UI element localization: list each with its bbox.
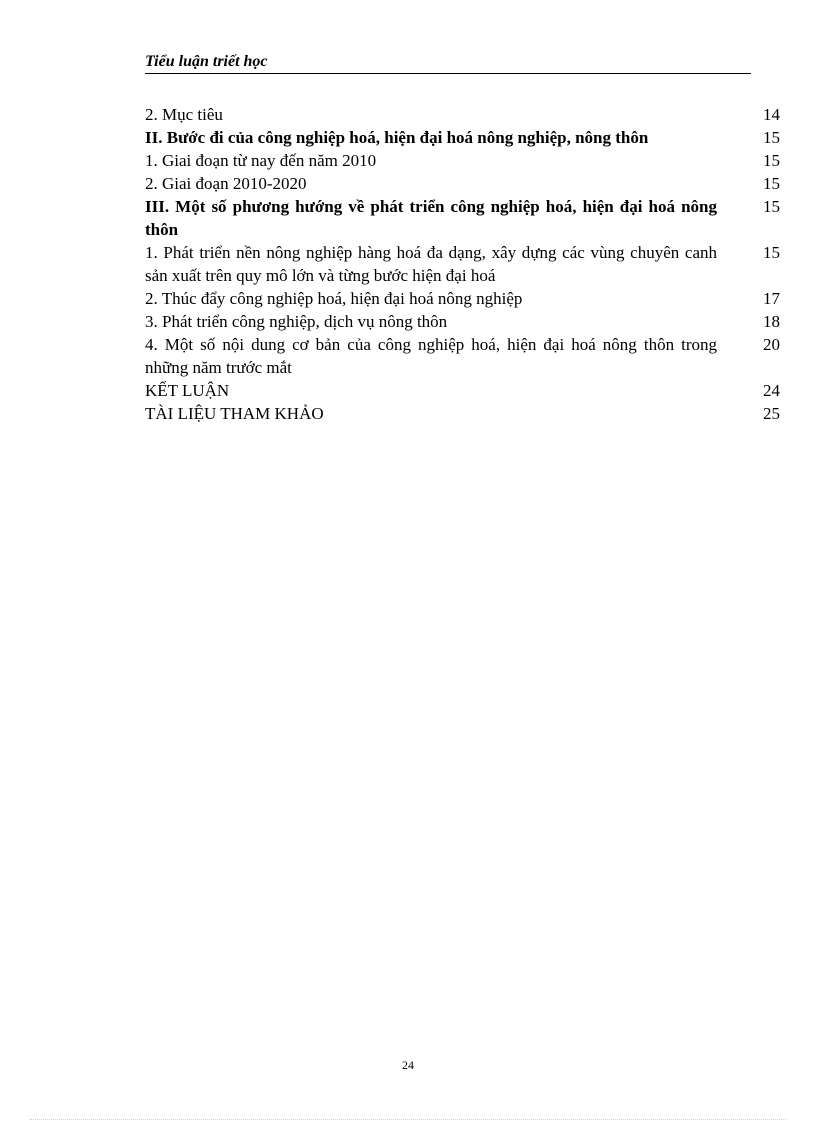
toc-entry[interactable] [145,172,780,195]
toc-entry-text: 2. Thúc đẩy công nghiệp hoá, hiện đại hoá nông nghiệp [145,289,523,308]
toc-entry[interactable] [145,241,780,287]
toc-entry-text: II. Bước đi của công nghiệp hoá, hiện đại hoá nông nghiệp, nông thôn [145,128,649,147]
table-of-contents [145,103,780,425]
toc-entry[interactable] [145,287,780,310]
toc-entry-text: 3. Phát triển công nghiệp, dịch vụ nông thôn [145,312,448,331]
toc-entry-page: 15 [763,243,780,262]
toc-entry-text: 1. Phát triển nền nông nghiệp hàng hoá đa dạng, xây dựng các vùng chuyên canh sản xuất trên quy mô lớn và từng bước hiện đại hoá [145,243,717,285]
toc-entry-text: KẾT LUẬN [145,381,230,400]
toc-entry-text: III. Một số phương hướng về phát triển công nghiệp hoá, hiện đại hoá nông thôn [145,197,717,239]
page-number: 24 [402,1058,414,1072]
toc-entry[interactable] [145,103,780,126]
toc-entry-text: 2. Mục tiêu [145,105,223,124]
toc-entry-page: 14 [763,105,780,124]
toc-entry-text: 2. Giai đoạn 2010-2020 [145,174,307,193]
toc-entry-page: 18 [763,312,780,331]
toc-entry-page: 15 [763,151,780,170]
toc-entry-text: 1. Giai đoạn từ nay đến năm 2010 [145,151,377,170]
toc-entry[interactable] [145,333,780,379]
toc-entry-page: 24 [763,381,780,400]
toc-entry-text: TÀI LIỆU THAM KHẢO [145,404,324,423]
toc-entry-page: 15 [763,197,780,216]
toc-entry-page: 15 [763,128,780,147]
page-header [145,53,751,74]
toc-entry-page: 17 [763,289,780,308]
document-title: Tiểu luận triết học [145,53,268,70]
page-bottom-divider [30,1119,786,1120]
toc-entry[interactable] [145,310,780,333]
toc-entry-text: 4. Một số nội dung cơ bản của công nghiệp hoá, hiện đại hoá nông thôn trong những năm trước mắt [145,335,717,377]
toc-entry-page: 25 [763,404,780,423]
toc-entry[interactable] [145,402,780,425]
toc-entry[interactable] [145,126,780,149]
toc-entry[interactable] [145,379,780,402]
toc-entry[interactable] [145,195,780,241]
toc-entry[interactable] [145,149,780,172]
toc-entry-page: 15 [763,174,780,193]
toc-entry-page: 20 [763,335,780,354]
